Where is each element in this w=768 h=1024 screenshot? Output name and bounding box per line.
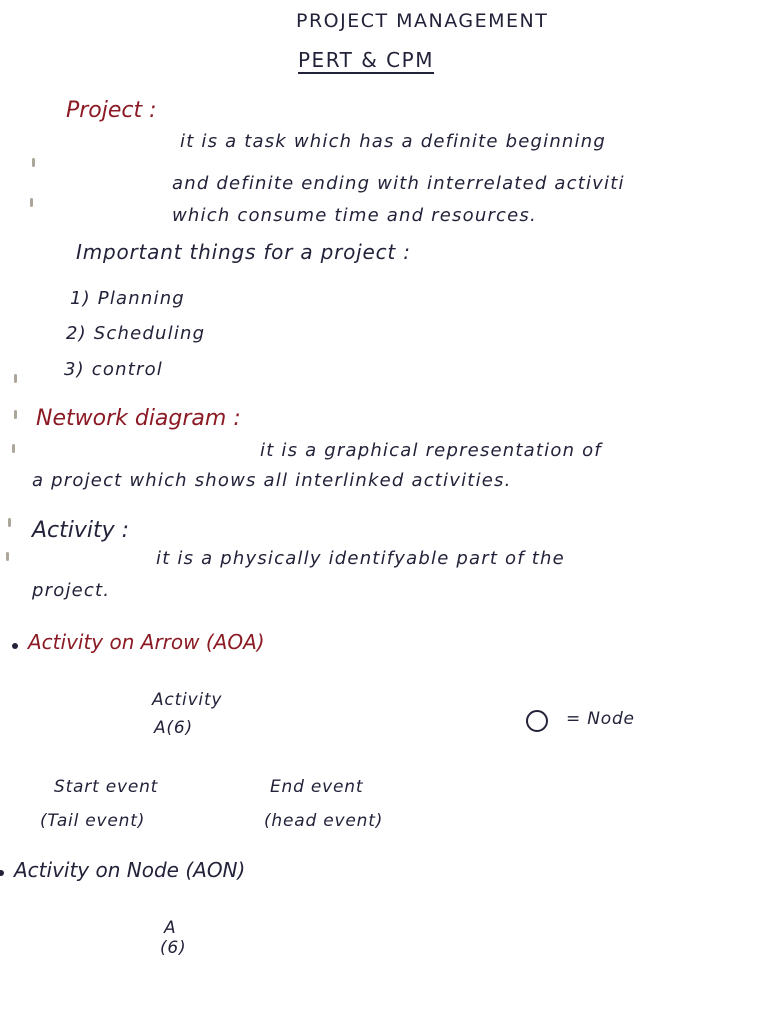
- important-item: 1) Planning: [70, 288, 185, 309]
- margin-mark: [30, 198, 33, 207]
- page-subtitle: PERT & CPM: [298, 48, 434, 72]
- important-item: 2) Scheduling: [66, 323, 206, 344]
- aoa-activity-label: Activity: [152, 690, 223, 710]
- end-event-label: End event: [270, 777, 364, 797]
- important-heading: Important things for a project :: [76, 240, 411, 264]
- project-definition-line: it is a task which has a definite beginning: [180, 131, 606, 152]
- aon-activity-value: (6): [160, 938, 187, 958]
- bullet-dot: [12, 643, 18, 649]
- margin-mark: [12, 444, 15, 453]
- project-definition-line: and definite ending with interrelated activiti: [172, 173, 625, 194]
- activity-definition-line: project.: [32, 580, 111, 601]
- network-definition-line: a project which shows all interlinked activities.: [32, 470, 512, 491]
- start-event-alt: (Tail event): [40, 811, 146, 831]
- network-definition-line: it is a graphical representation of: [260, 440, 602, 461]
- margin-mark: [8, 518, 11, 527]
- bullet-dot: [0, 870, 4, 876]
- project-definition-line: which consume time and resources.: [172, 205, 537, 226]
- end-event-alt: (head event): [264, 811, 384, 831]
- aon-heading: Activity on Node (AON): [14, 858, 246, 882]
- aoa-heading: Activity on Arrow (AOA): [28, 630, 265, 654]
- node-circle-icon: [526, 710, 548, 732]
- margin-mark: [14, 410, 17, 419]
- activity-heading: Activity :: [32, 518, 130, 543]
- network-heading: Network diagram :: [36, 406, 241, 431]
- important-item: 3) control: [64, 359, 163, 380]
- node-legend: = Node: [566, 709, 635, 729]
- page-title: PROJECT MANAGEMENT: [296, 10, 549, 32]
- aon-activity-label: A: [164, 918, 177, 938]
- margin-mark: [32, 158, 35, 167]
- margin-mark: [14, 374, 17, 383]
- project-heading: Project :: [66, 98, 157, 123]
- aoa-activity-value: A(6): [154, 718, 193, 738]
- margin-mark: [6, 552, 9, 561]
- activity-definition-line: it is a physically identifyable part of the: [156, 548, 565, 569]
- start-event-label: Start event: [54, 777, 159, 797]
